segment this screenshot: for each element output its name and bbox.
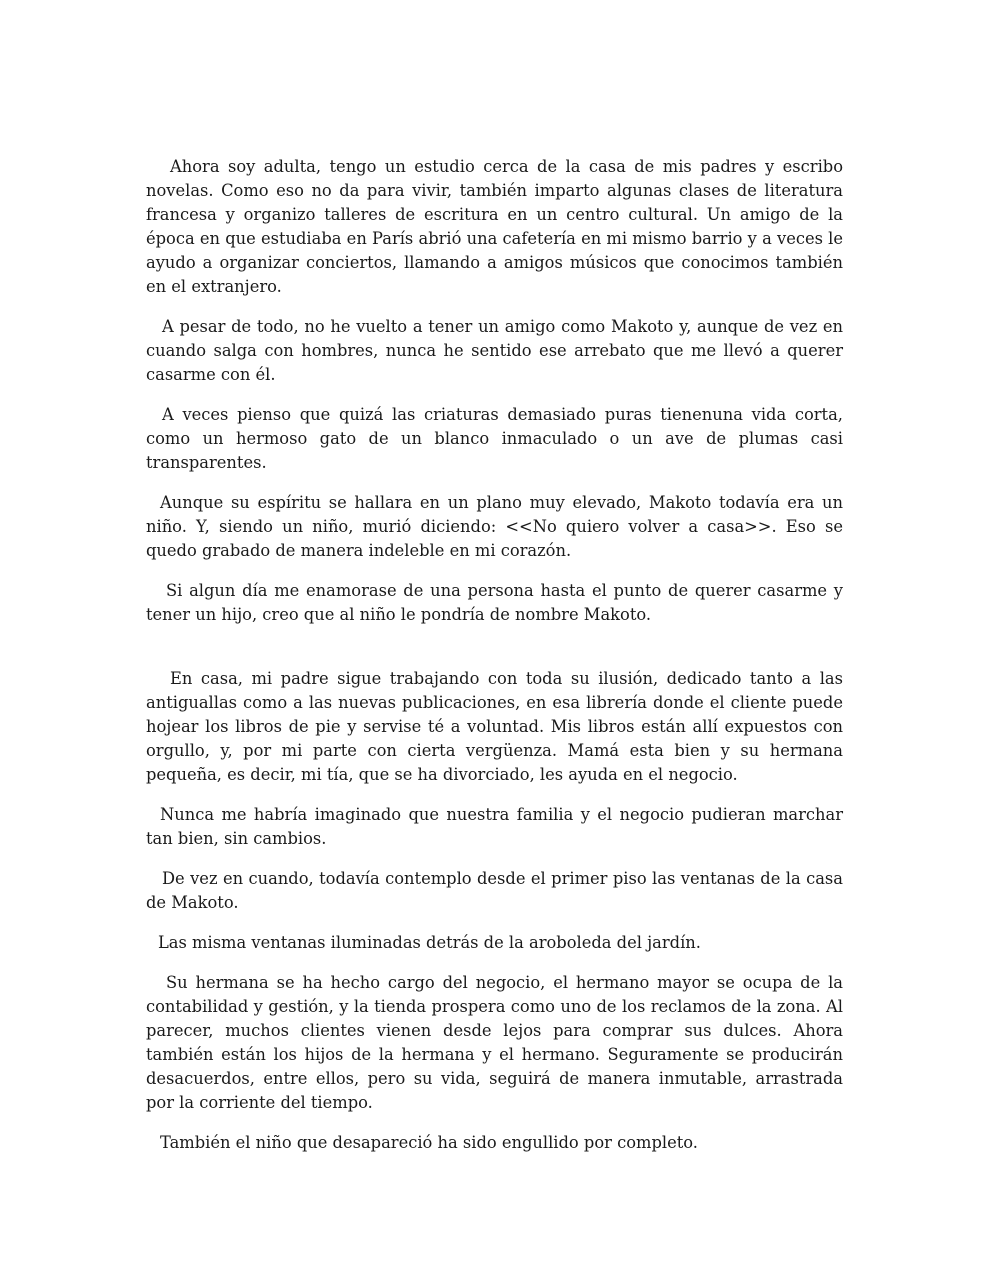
paragraph: Las misma ventanas iluminadas detrás de la aroboleda del jardín. xyxy=(158,933,701,952)
paragraph: En casa, mi padre sigue trabajando con toda su ilusión, dedicado tanto a las antiguallas como a las nuevas publicaciones, en esa librería donde el cliente puede hojear los libros de pie y servise té a voluntad. Mis libros están allí expuestos con orgullo, y, por mi parte con cierta vergüenza. Mamá esta bien y su hermana pequeña, es decir, mi tía, que se ha divorciado, les ayuda en el negocio. xyxy=(146,669,843,784)
document-body xyxy=(146,155,843,1171)
paragraph: Ahora soy adulta, tengo un estudio cerca de la casa de mis padres y escribo novelas. Como eso no da para vivir, también imparto algunas clases de literatura francesa y organizo talleres de escritura en un centro cultural. Un amigo de la época en que estudiaba en París abrió una cafetería en mi mismo barrio y a veces le ayudo a organizar conciertos, llamando a amigos músicos que conocimos también en el extranjero. xyxy=(146,157,843,296)
paragraph: Aunque su espíritu se hallara en un plano muy elevado, Makoto todavía era un niño. Y, siendo un niño, murió diciendo: <<No quiero volver a casa>>. Eso se quedo grabado de manera indeleble en mi corazón. xyxy=(146,493,843,560)
paragraph: A pesar de todo, no he vuelto a tener un amigo como Makoto y, aunque de vez en cuando salga con hombres, nunca he sentido ese arrebato que me llevó a querer casarme con él. xyxy=(146,317,843,384)
paragraph: Si algun día me enamorase de una persona hasta el punto de querer casarme y tener un hijo, creo que al niño le pondría de nombre Makoto. xyxy=(146,581,843,624)
paragraph: Nunca me habría imaginado que nuestra familia y el negocio pudieran marchar tan bien, sin cambios. xyxy=(146,805,843,848)
paragraph: También el niño que desapareció ha sido engullido por completo. xyxy=(160,1133,698,1152)
paragraph: A veces pienso que quizá las criaturas demasiado puras tienenuna vida corta, como un hermoso gato de un blanco inmaculado o un ave de plumas casi transparentes. xyxy=(146,405,843,472)
paragraph: De vez en cuando, todavía contemplo desde el primer piso las ventanas de la casa de Makoto. xyxy=(146,869,843,912)
paragraph: Su hermana se ha hecho cargo del negocio, el hermano mayor se ocupa de la contabilidad y gestión, y la tienda prospera como uno de los reclamos de la zona. Al parecer, muchos clientes vienen desde lejos para comprar sus dulces. Ahora también están los hijos de la hermana y el hermano. Seguramente se producirán desacuerdos, entre ellos, pero su vida, seguirá de manera inmutable, arrastrada por la corriente del tiempo. xyxy=(146,973,843,1112)
